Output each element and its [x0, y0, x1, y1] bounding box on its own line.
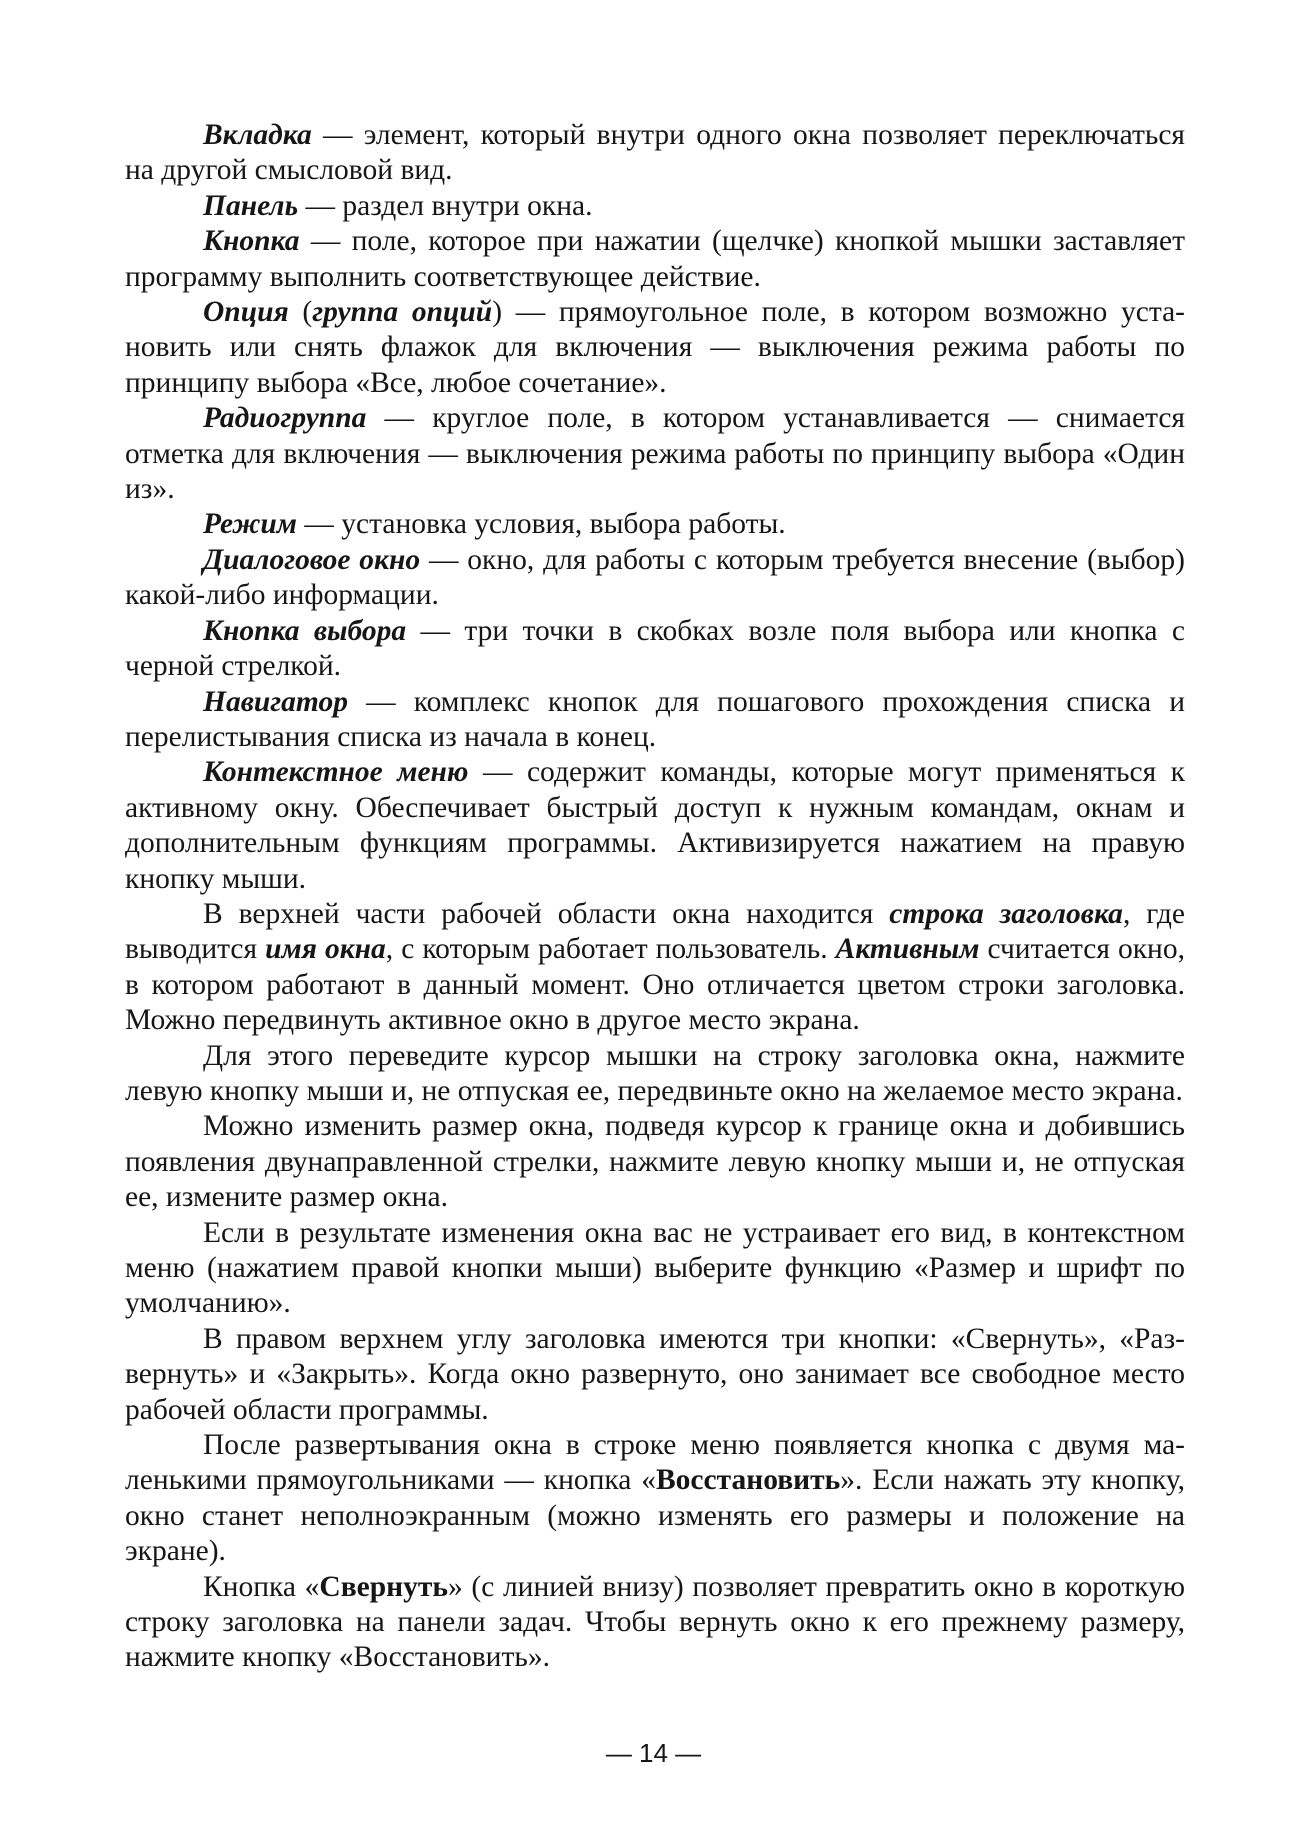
term-bold: Восстановить: [656, 1464, 841, 1497]
paragraph: [125, 401, 1185, 507]
term-bold-italic: Активным: [835, 933, 980, 966]
paragraph: [125, 224, 1185, 295]
paragraph-text: — раздел внутри окна.: [298, 189, 593, 222]
term-bold: Свернуть: [319, 1570, 448, 1603]
paragraph-text: Для этого переведите курсор мышки на строку заголовка окна, нажмите левую кнопку мыши и, не отпуская ее, передвиньте окно на желаемое место экрана.: [125, 1039, 1185, 1107]
paragraph: [125, 1109, 1185, 1215]
paragraph-text: Кнопка «: [203, 1570, 320, 1603]
paragraph: [125, 1322, 1185, 1428]
paragraph-text: После развертывания окна в строке меню появляется кнопка с двумя маленькими прямоугольниками — кнопка «: [125, 1429, 1185, 1497]
page-number: — 14 —: [605, 1738, 702, 1768]
term-bold-italic: Опция: [203, 296, 289, 329]
paragraph-text: » (с линией внизу) позволяет превратить окно в короткую строку заголовка на панели задач. Чтобы вернуть окно к его прежнему размеру, нажмите кнопку «Восстановить».: [125, 1570, 1185, 1674]
term-bold-italic: Радиогруппа: [203, 402, 367, 435]
body-text: [125, 118, 1185, 1676]
term-bold-italic: Кнопка выбора: [203, 614, 407, 647]
paragraph: [125, 1216, 1185, 1322]
paragraph: [125, 755, 1185, 897]
paragraph: [125, 118, 1185, 189]
paragraph: [125, 1570, 1185, 1676]
paragraph: [125, 189, 1185, 224]
paragraph-text: В правом верхнем углу заголовка имеются три кнопки: «Свернуть», «Развернуть» и «Закрыть». Когда окно развернуто, оно занимает все свободное место рабочей области программы.: [125, 1322, 1185, 1426]
term-bold-italic: строка заголовка: [889, 897, 1123, 930]
term-bold-italic: Панель: [203, 189, 299, 222]
paragraph-text: В верхней части рабочей области окна находится: [203, 897, 890, 930]
paragraph-text: — содержит команды, которые могут применяться к активному окну. Обеспечивает быстрый доступ к нужным командам, окнам и дополнительным функциям программы. Активизируется нажатием на правую кнопку мыши.: [125, 756, 1185, 895]
term-bold-italic: имя окна: [265, 933, 386, 966]
term-bold-italic: Навигатор: [203, 685, 348, 718]
paragraph-text: — комплекс кнопок для пошагового прохождения списка и перелистывания списка из начала в конец.: [125, 685, 1185, 753]
term-bold-italic: Диалоговое окно: [203, 543, 421, 576]
paragraph: [125, 614, 1185, 685]
paragraph-text: — окно, для работы с которым требуется внесение (выбор) какой-либо информации.: [125, 543, 1185, 612]
paragraph-text: ) — прямоугольное поле, в котором возможно установить или снять флажок для включения — выключения режима работы по принципу выбора «Все, любое сочетание».: [125, 296, 1185, 399]
paragraph-text: (: [288, 296, 313, 329]
paragraph-text: ». Если нажать эту кнопку, окно станет неполноэкранным (можно изменять его размеры и положение на экране).: [125, 1464, 1186, 1568]
term-bold-italic: Вкладка: [203, 119, 312, 151]
term-bold-italic: группа опций: [312, 296, 493, 329]
paragraph-text: — круглое поле, в котором устанавливается — снимается отметка для включения — выключения режима работы по принципу выбора «Один из».: [125, 402, 1185, 506]
paragraph-text: — элемент, который внутри одного окна позволяет переключаться на другой смысловой вид.: [125, 119, 1185, 187]
term-bold-italic: Контекстное меню: [203, 756, 469, 789]
term-bold-italic: Кнопка: [203, 225, 300, 258]
paragraph: [125, 543, 1185, 614]
paragraph-text: , с которым работает пользователь.: [385, 933, 836, 966]
paragraph: [125, 1428, 1185, 1570]
paragraph: [125, 295, 1185, 401]
paragraph: [125, 897, 1185, 1039]
paragraph: [125, 507, 1185, 542]
paragraph: [125, 1039, 1185, 1110]
term-bold-italic: Режим: [203, 508, 298, 541]
paragraph-text: Можно изменить размер окна, подведя курсор к границе окна и добившись появления двунаправленной стрелки, нажмите левую кнопку мыши и, не отпуская ее, измените размер окна.: [125, 1110, 1185, 1214]
paragraph-text: , где выводится: [125, 897, 1185, 966]
paragraph-text: — три точки в скобках возле поля выбора или кнопка с черной стрелкой.: [125, 614, 1185, 683]
paragraph-text: считается окно, в котором работают в данный момент. Оно отличается цветом строки заголовка. Можно передвинуть активное окно в другое место экрана.: [125, 933, 1185, 1037]
paragraph-text: Если в результате изменения окна вас не устраивает его вид, в контекстном меню (нажатием правой кнопки мыши) выберите функцию «Размер и шрифт по умолчанию».: [125, 1216, 1185, 1320]
paragraph-text: — установка условия, выбора работы.: [297, 508, 786, 541]
paragraph: [125, 685, 1185, 756]
paragraph-text: — поле, которое при нажатии (щелчке) кнопкой мышки заставляет программу выполнить соответствующее действие.: [125, 225, 1185, 293]
